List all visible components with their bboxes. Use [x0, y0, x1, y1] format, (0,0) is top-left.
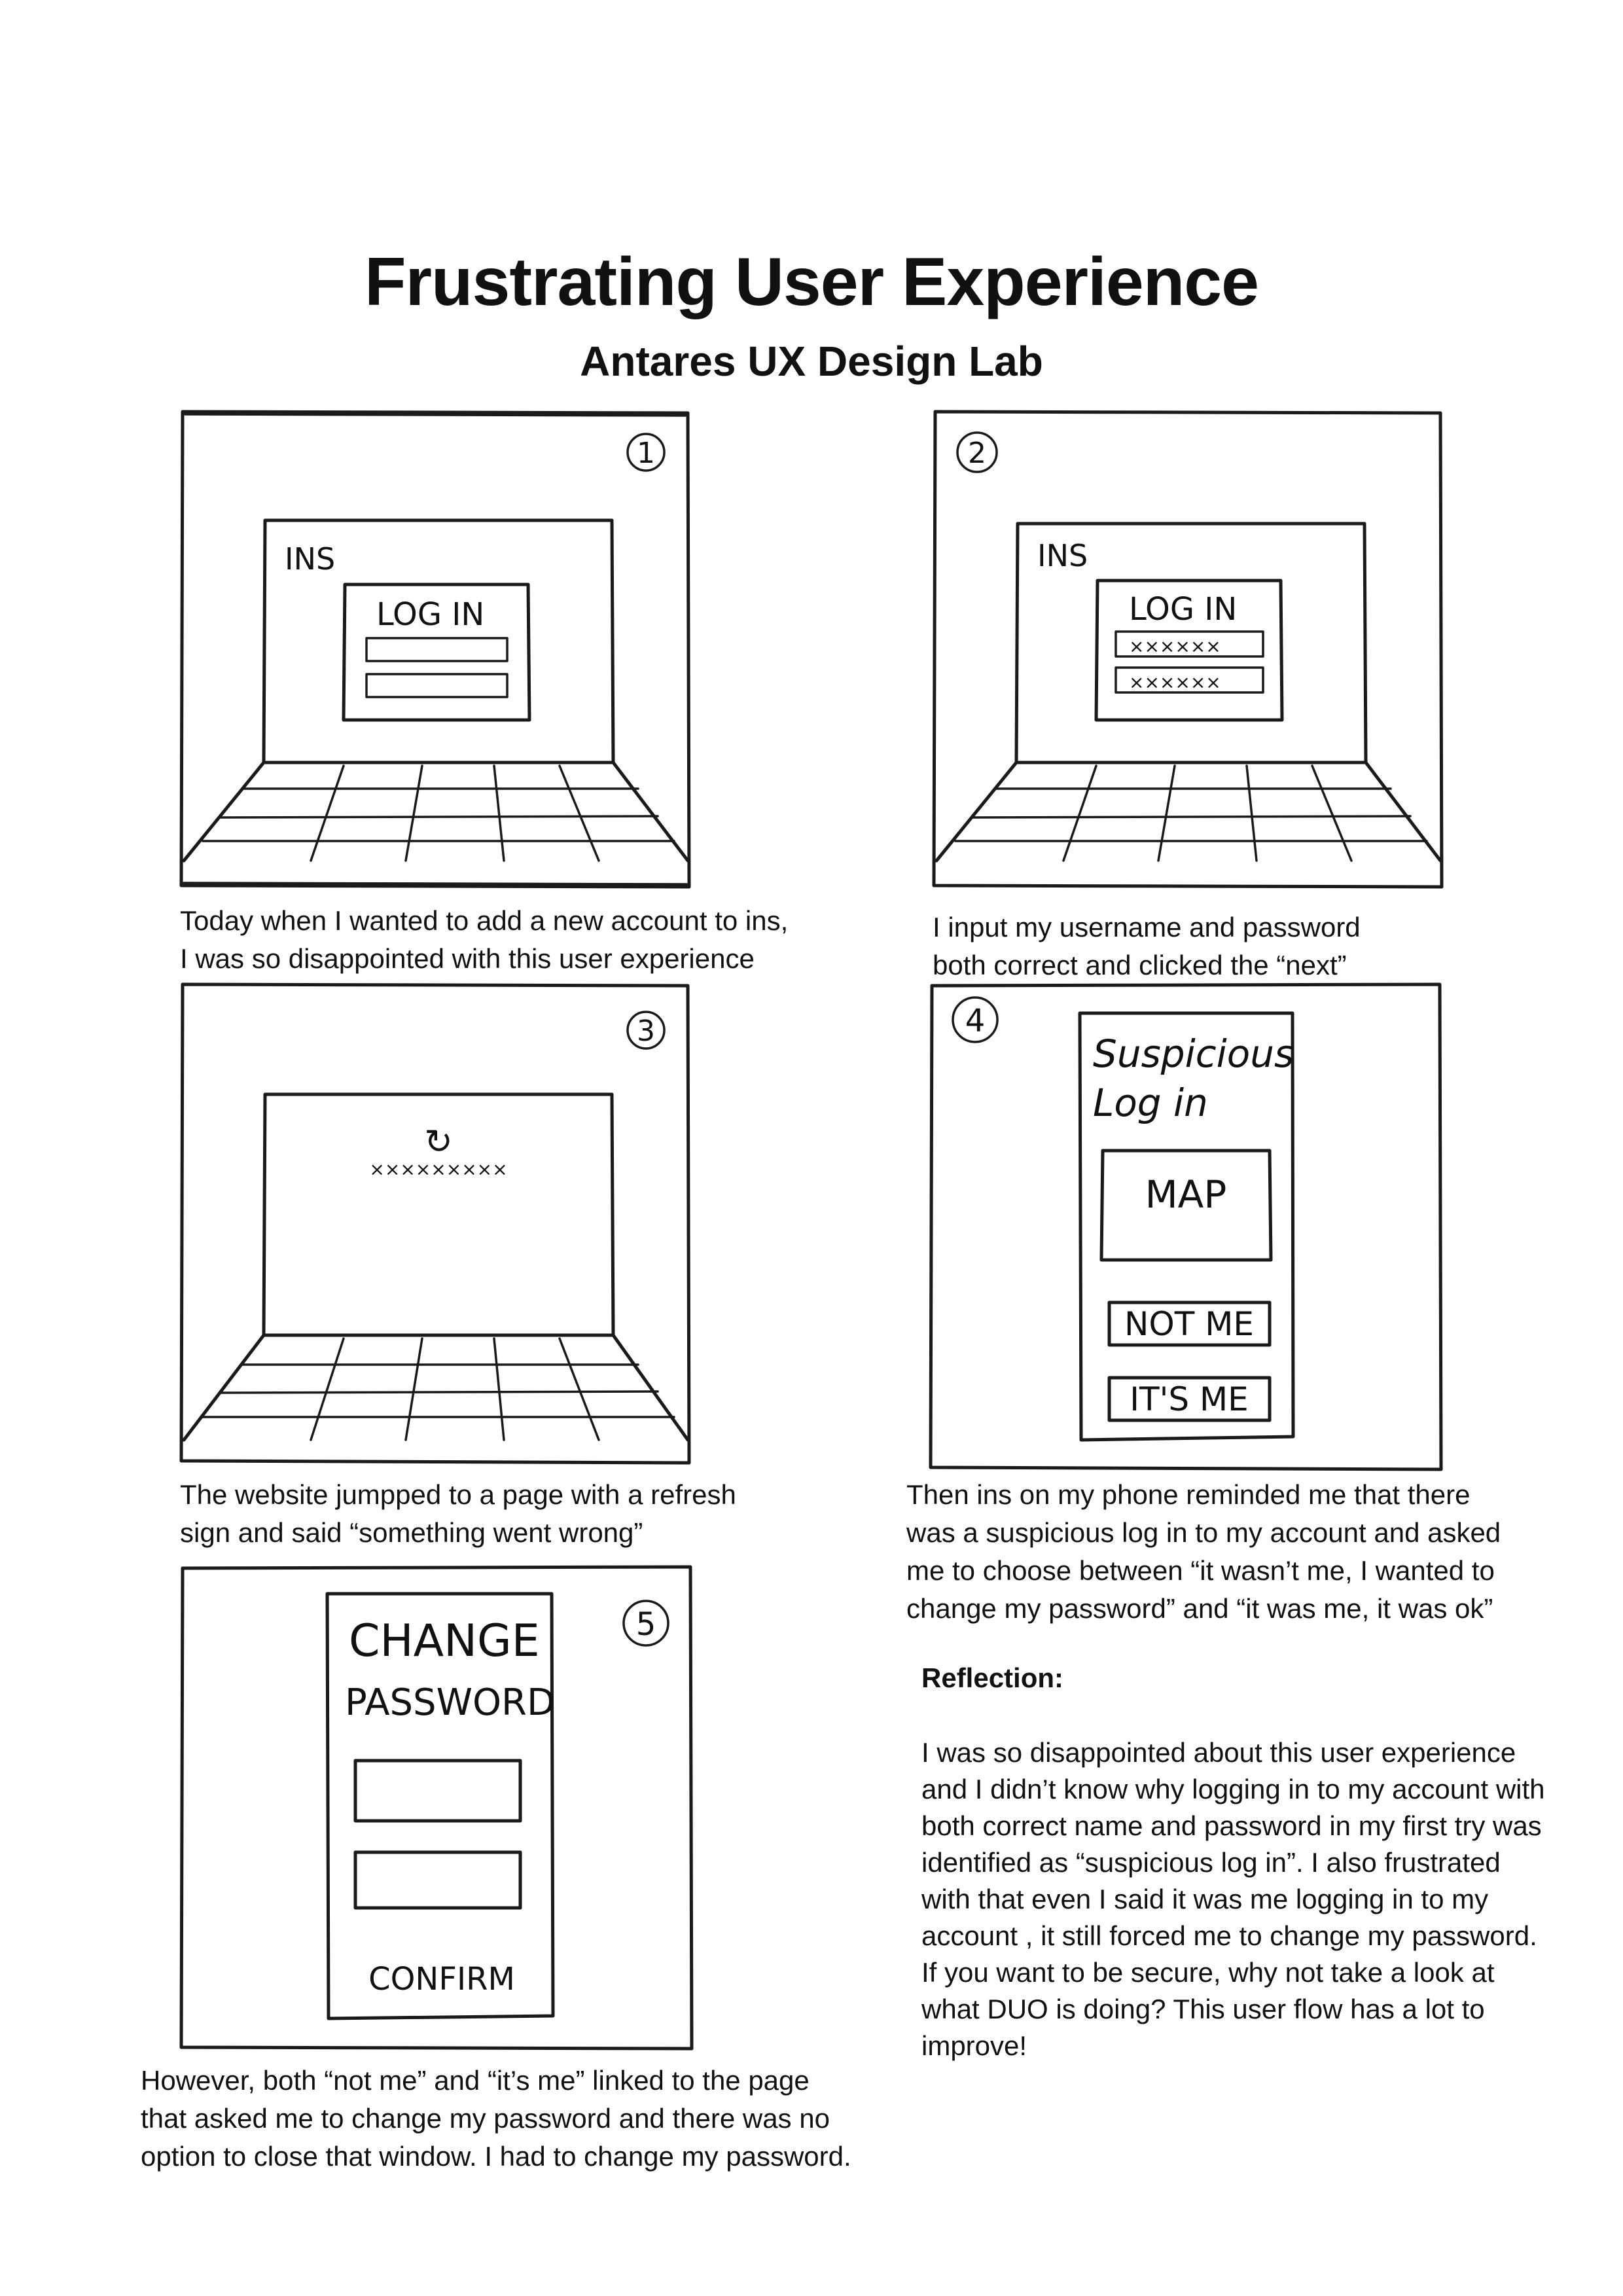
app-label: INS: [1037, 538, 1088, 573]
login-heading: LOG IN: [376, 596, 485, 633]
change-password-heading-line2: PASSWORD: [345, 1681, 556, 1724]
error-message: ×××××××××: [369, 1158, 508, 1180]
confirm-password-field: [355, 1852, 520, 1908]
panel-1-sketch: [180, 409, 690, 890]
panel-4-caption: Then ins on my phone reminded me that there was a suspicious log in to my account and asked me to choose between “it wasn’t me, I wanted to change my password” and “it was me, it was ok”: [906, 1479, 1501, 1624]
panel-5-caption: However, both “not me” and “it’s me” linked to the page that asked me to change my password and there was no option to close that window. I had to change my password.: [141, 2065, 851, 2172]
storyboard-panel-4: [929, 982, 1443, 1473]
its-me-label: IT'S ME: [1130, 1380, 1249, 1418]
reflection-title: Reflection:: [921, 1662, 1064, 1693]
page-subtitle: Antares UX Design Lab: [580, 338, 1043, 385]
panel-3-caption: The website jumpped to a page with a refresh sign and said “something went wrong”: [180, 1479, 736, 1548]
not-me-label: NOT ME: [1124, 1305, 1254, 1343]
phone-outline: [1080, 1013, 1293, 1440]
storyboard-panel-1: [180, 409, 690, 890]
new-password-field: [355, 1761, 520, 1821]
storyboard-panel-5: [180, 1564, 694, 2052]
confirm-button-label: CONFIRM: [368, 1961, 515, 1998]
alert-heading-line2: Log in: [1093, 1081, 1208, 1125]
password-field-value: ××××××: [1129, 672, 1221, 693]
storyboard-panel-3: [180, 982, 690, 1466]
change-password-heading-line1: CHANGE: [349, 1615, 540, 1667]
username-field-value: ××××××: [1129, 636, 1221, 657]
refresh-icon: ↻: [424, 1122, 453, 1162]
panel-3-sketch: [180, 982, 690, 1466]
map-label: MAP: [1145, 1172, 1227, 1217]
panel-4-sketch: [929, 982, 1443, 1473]
panel-number: 5: [635, 1606, 656, 1643]
storyboard-panel-2: [933, 409, 1443, 890]
panel-number: 4: [965, 1003, 986, 1039]
panel-2-caption: I input my username and password both correct and clicked the “next”: [933, 912, 1361, 980]
panel-1-caption: Today when I wanted to add a new account to ins, I was so disappointed with this user experience: [180, 905, 789, 974]
panel-number: 2: [968, 437, 986, 470]
panel-number: 1: [637, 437, 655, 470]
panel-5-sketch: [180, 1564, 694, 2052]
reflection-body: I was so disappointed about this user experience and I didn’t know why logging in to my account with both correct name and password in my first try was identified as “suspicious log in”. I also frustrated with that even I said it was me logging in to my account , it still forced me to change my password. If you want to be secure, why not take a look at what DUO is doing? This user flow has a lot to improve!: [921, 1737, 1545, 2061]
login-heading: LOG IN: [1129, 591, 1238, 628]
panel-number: 3: [637, 1014, 655, 1048]
app-label: INS: [285, 541, 336, 577]
panel-2-sketch: [933, 409, 1443, 890]
alert-heading-line1: Suspicious: [1093, 1031, 1294, 1076]
page-title: Frustrating User Experience: [365, 244, 1258, 320]
